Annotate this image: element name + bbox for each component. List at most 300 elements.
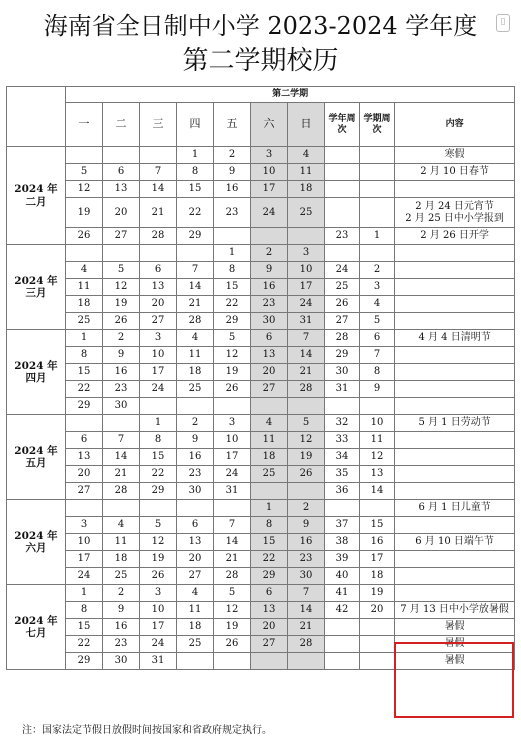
day-cell	[140, 500, 177, 517]
day-cell	[177, 500, 214, 517]
day-cell: 29	[177, 228, 214, 245]
day-cell: 18	[251, 449, 288, 466]
term-week-cell	[360, 245, 395, 262]
content-cell	[395, 279, 515, 296]
day-cell: 22	[66, 636, 103, 653]
calendar-week-row	[7, 415, 515, 432]
term-week-cell: 14	[360, 483, 395, 500]
day-cell: 2	[288, 500, 325, 517]
day-cell: 25	[103, 568, 140, 585]
year-week-cell: 25	[325, 279, 360, 296]
day-cell: 8	[66, 602, 103, 619]
content-cell: 暑假	[395, 619, 515, 636]
day-cell: 26	[103, 313, 140, 330]
year-week-cell	[325, 653, 360, 670]
month-label: 2024 年 二月	[7, 147, 66, 245]
day-cell: 28	[140, 228, 177, 245]
day-cell: 4	[251, 415, 288, 432]
content-cell	[395, 551, 515, 568]
day-cell: 11	[251, 432, 288, 449]
calendar-week-row	[7, 279, 515, 296]
year-week-cell: 24	[325, 262, 360, 279]
term-week-cell	[360, 500, 395, 517]
year-week-cell	[325, 619, 360, 636]
year-week-cell	[325, 164, 360, 181]
year-week-cell: 34	[325, 449, 360, 466]
day-cell: 13	[177, 534, 214, 551]
day-cell: 6	[103, 164, 140, 181]
calendar-week-row	[7, 228, 515, 245]
term-week-cell: 5	[360, 313, 395, 330]
day-cell: 5	[140, 517, 177, 534]
calendar-week-row	[7, 198, 515, 228]
content-header: 内容	[395, 103, 515, 147]
day-cell	[251, 398, 288, 415]
day-cell: 18	[288, 181, 325, 198]
day-cell: 22	[251, 551, 288, 568]
day-cell: 24	[214, 466, 251, 483]
term-week-cell: 2	[360, 262, 395, 279]
page-title-line1: 海南省全日制中小学 2023-2024 学年度	[43, 12, 478, 40]
day-cell: 11	[288, 164, 325, 181]
day-cell: 28	[288, 636, 325, 653]
year-week-cell: 23	[325, 228, 360, 245]
day-cell	[66, 415, 103, 432]
day-cell: 4	[66, 262, 103, 279]
day-cell: 6	[251, 585, 288, 602]
calendar-week-row	[7, 619, 515, 636]
calendar-week-row	[7, 147, 515, 164]
term-week-cell: 20	[360, 602, 395, 619]
day-cell: 16	[214, 181, 251, 198]
day-cell: 16	[103, 364, 140, 381]
term-week-cell: 10	[360, 415, 395, 432]
content-cell	[395, 347, 515, 364]
calendar-week-row	[7, 330, 515, 347]
content-cell	[395, 364, 515, 381]
weekday-header: 一	[66, 103, 103, 147]
day-cell: 13	[251, 347, 288, 364]
year-week-cell	[325, 147, 360, 164]
day-cell: 24	[251, 198, 288, 228]
term-week-cell: 3	[360, 279, 395, 296]
school-calendar-table	[6, 86, 515, 670]
day-cell: 24	[288, 296, 325, 313]
day-cell	[288, 483, 325, 500]
day-cell: 26	[288, 466, 325, 483]
term-week-cell: 6	[360, 330, 395, 347]
day-cell: 29	[66, 398, 103, 415]
day-cell: 23	[103, 636, 140, 653]
content-cell	[395, 466, 515, 483]
term-week-cell: 11	[360, 432, 395, 449]
content-cell: 7 月 13 日中小学放暑假	[395, 602, 515, 619]
day-cell: 28	[214, 568, 251, 585]
day-cell: 25	[66, 313, 103, 330]
day-cell: 22	[177, 198, 214, 228]
day-cell: 21	[140, 198, 177, 228]
corner-cell	[7, 87, 66, 147]
day-cell: 11	[177, 602, 214, 619]
content-cell: 寒假	[395, 147, 515, 164]
term-week-cell: 7	[360, 347, 395, 364]
day-cell: 11	[66, 279, 103, 296]
day-cell: 9	[288, 517, 325, 534]
day-cell: 17	[288, 279, 325, 296]
term-week-cell	[360, 198, 395, 228]
day-cell: 23	[103, 381, 140, 398]
calendar-week-row	[7, 398, 515, 415]
page-title-line2: 第二学期校历	[182, 46, 339, 76]
day-cell: 5	[66, 164, 103, 181]
day-cell: 21	[103, 466, 140, 483]
day-cell	[66, 245, 103, 262]
day-cell: 5	[288, 415, 325, 432]
content-cell: 2 月 10 日春节	[395, 164, 515, 181]
day-cell	[103, 245, 140, 262]
term-week-cell: 8	[360, 364, 395, 381]
term-week-cell: 12	[360, 449, 395, 466]
day-cell	[66, 500, 103, 517]
day-cell: 16	[288, 534, 325, 551]
day-cell: 9	[251, 262, 288, 279]
day-cell	[103, 147, 140, 164]
calendar-week-row	[7, 347, 515, 364]
day-cell: 9	[177, 432, 214, 449]
content-cell	[395, 313, 515, 330]
day-cell: 7	[140, 164, 177, 181]
day-cell: 7	[103, 432, 140, 449]
day-cell: 1	[214, 245, 251, 262]
day-cell: 19	[103, 296, 140, 313]
day-cell: 29	[66, 653, 103, 670]
term-week-cell: 13	[360, 466, 395, 483]
content-cell: 暑假	[395, 636, 515, 653]
day-cell: 2	[251, 245, 288, 262]
year-week-cell: 40	[325, 568, 360, 585]
day-cell: 26	[66, 228, 103, 245]
day-cell: 21	[288, 619, 325, 636]
day-cell: 10	[66, 534, 103, 551]
day-cell: 7	[288, 330, 325, 347]
day-cell: 6	[251, 330, 288, 347]
content-cell	[395, 262, 515, 279]
content-cell	[395, 296, 515, 313]
day-cell: 26	[214, 636, 251, 653]
year-week-cell: 33	[325, 432, 360, 449]
day-cell: 15	[140, 449, 177, 466]
day-cell: 9	[103, 602, 140, 619]
day-cell: 24	[140, 636, 177, 653]
calendar-week-row	[7, 483, 515, 500]
day-cell	[177, 398, 214, 415]
year-week-cell	[325, 198, 360, 228]
day-cell: 20	[140, 296, 177, 313]
content-cell	[395, 398, 515, 415]
day-cell: 3	[140, 330, 177, 347]
day-cell: 28	[177, 313, 214, 330]
day-cell: 22	[140, 466, 177, 483]
term-week-cell	[360, 181, 395, 198]
day-cell	[214, 228, 251, 245]
year-week-cell: 39	[325, 551, 360, 568]
day-cell: 8	[66, 347, 103, 364]
content-cell	[395, 483, 515, 500]
day-cell: 14	[103, 449, 140, 466]
day-cell: 12	[66, 181, 103, 198]
day-cell: 4	[177, 330, 214, 347]
day-cell: 4	[177, 585, 214, 602]
day-cell	[140, 147, 177, 164]
year-week-cell: 32	[325, 415, 360, 432]
year-week-cell: 42	[325, 602, 360, 619]
day-cell: 9	[214, 164, 251, 181]
year-week-cell: 38	[325, 534, 360, 551]
year-week-cell	[325, 636, 360, 653]
term-week-cell: 16	[360, 534, 395, 551]
day-cell: 30	[103, 653, 140, 670]
day-cell: 20	[251, 619, 288, 636]
day-cell: 2	[103, 330, 140, 347]
calendar-week-row	[7, 466, 515, 483]
day-cell: 18	[103, 551, 140, 568]
day-cell: 14	[288, 602, 325, 619]
day-cell: 26	[140, 568, 177, 585]
day-cell	[177, 653, 214, 670]
day-cell: 20	[177, 551, 214, 568]
content-cell: 4 月 4 日清明节	[395, 330, 515, 347]
term-week-cell	[360, 398, 395, 415]
year-week-cell: 27	[325, 313, 360, 330]
day-cell	[103, 500, 140, 517]
day-cell: 5	[214, 585, 251, 602]
term-week-cell: 1	[360, 228, 395, 245]
calendar-week-row	[7, 181, 515, 198]
day-cell: 16	[103, 619, 140, 636]
term-week-cell: 9	[360, 381, 395, 398]
day-cell	[214, 653, 251, 670]
calendar-week-row	[7, 432, 515, 449]
year-week-cell: 31	[325, 381, 360, 398]
day-cell: 13	[66, 449, 103, 466]
year-week-cell: 41	[325, 585, 360, 602]
day-cell: 16	[251, 279, 288, 296]
day-cell: 30	[288, 568, 325, 585]
day-cell: 31	[288, 313, 325, 330]
day-cell: 15	[66, 619, 103, 636]
day-cell: 8	[140, 432, 177, 449]
day-cell: 13	[140, 279, 177, 296]
month-label: 2024 年 三月	[7, 245, 66, 330]
year-week-cell: 30	[325, 364, 360, 381]
day-cell: 6	[66, 432, 103, 449]
day-cell: 11	[177, 347, 214, 364]
calendar-week-row	[7, 164, 515, 181]
day-cell: 10	[251, 164, 288, 181]
day-cell: 31	[214, 483, 251, 500]
day-cell: 30	[251, 313, 288, 330]
content-cell: 6 月 1 日儿童节	[395, 500, 515, 517]
weekday-header: 五	[214, 103, 251, 147]
content-cell: 5 月 1 日劳动节	[395, 415, 515, 432]
day-cell	[140, 245, 177, 262]
day-cell: 23	[251, 296, 288, 313]
day-cell: 20	[251, 364, 288, 381]
day-cell: 9	[103, 347, 140, 364]
day-cell: 25	[251, 466, 288, 483]
day-cell: 17	[140, 619, 177, 636]
calendar-week-row	[7, 500, 515, 517]
day-cell: 28	[288, 381, 325, 398]
content-cell: 2 月 26 日开学	[395, 228, 515, 245]
term-week-cell: 4	[360, 296, 395, 313]
content-cell	[395, 245, 515, 262]
year-week-cell: 36	[325, 483, 360, 500]
day-cell	[214, 500, 251, 517]
day-cell: 20	[103, 198, 140, 228]
day-cell: 23	[288, 551, 325, 568]
calendar-week-row	[7, 585, 515, 602]
term-week-header: 学期周次	[360, 103, 395, 147]
day-cell: 22	[214, 296, 251, 313]
day-cell: 22	[66, 381, 103, 398]
day-cell	[214, 398, 251, 415]
day-cell: 18	[66, 296, 103, 313]
calendar-week-row	[7, 381, 515, 398]
day-cell: 15	[214, 279, 251, 296]
day-cell: 21	[177, 296, 214, 313]
calendar-week-row	[7, 245, 515, 262]
day-cell: 24	[140, 381, 177, 398]
day-cell: 26	[214, 381, 251, 398]
day-cell: 15	[66, 364, 103, 381]
day-cell	[140, 398, 177, 415]
calendar-week-row	[7, 636, 515, 653]
year-week-cell: 28	[325, 330, 360, 347]
day-cell: 12	[140, 534, 177, 551]
month-label: 2024 年 四月	[7, 330, 66, 415]
term-week-cell	[360, 147, 395, 164]
day-cell: 19	[288, 449, 325, 466]
day-cell	[288, 653, 325, 670]
day-cell	[251, 483, 288, 500]
term-week-cell	[360, 619, 395, 636]
content-cell	[395, 181, 515, 198]
content-cell	[395, 517, 515, 534]
day-cell: 14	[288, 347, 325, 364]
day-cell: 7	[288, 585, 325, 602]
term-week-cell: 18	[360, 568, 395, 585]
day-cell: 12	[103, 279, 140, 296]
content-cell	[395, 585, 515, 602]
day-cell: 10	[140, 347, 177, 364]
weekday-header: 二	[103, 103, 140, 147]
day-cell: 12	[214, 602, 251, 619]
year-week-cell: 37	[325, 517, 360, 534]
content-cell: 6 月 10 日端午节	[395, 534, 515, 551]
day-cell: 27	[251, 381, 288, 398]
day-cell: 23	[214, 198, 251, 228]
document-icon[interactable]: ▯	[496, 14, 510, 32]
year-week-cell: 26	[325, 296, 360, 313]
calendar-week-row	[7, 551, 515, 568]
day-cell: 27	[251, 636, 288, 653]
year-week-cell	[325, 181, 360, 198]
year-week-cell	[325, 500, 360, 517]
day-cell: 12	[288, 432, 325, 449]
day-cell: 4	[288, 147, 325, 164]
weekday-header: 六	[251, 103, 288, 147]
day-cell: 13	[103, 181, 140, 198]
day-cell	[103, 415, 140, 432]
calendar-week-row	[7, 449, 515, 466]
day-cell	[177, 245, 214, 262]
day-cell: 19	[140, 551, 177, 568]
content-cell	[395, 449, 515, 466]
day-cell: 23	[177, 466, 214, 483]
day-cell: 20	[66, 466, 103, 483]
day-cell: 13	[251, 602, 288, 619]
day-cell: 10	[288, 262, 325, 279]
calendar-week-row	[7, 517, 515, 534]
day-cell: 14	[140, 181, 177, 198]
day-cell: 8	[177, 164, 214, 181]
weekday-header: 四	[177, 103, 214, 147]
day-cell: 28	[103, 483, 140, 500]
day-cell: 10	[140, 602, 177, 619]
day-cell: 12	[214, 347, 251, 364]
day-cell: 8	[251, 517, 288, 534]
day-cell: 1	[66, 585, 103, 602]
day-cell	[288, 228, 325, 245]
day-cell: 27	[103, 228, 140, 245]
day-cell: 29	[140, 483, 177, 500]
day-cell: 3	[251, 147, 288, 164]
day-cell: 15	[251, 534, 288, 551]
year-week-cell: 35	[325, 466, 360, 483]
year-week-header: 学年周次	[325, 103, 360, 147]
day-cell: 6	[177, 517, 214, 534]
day-cell: 4	[103, 517, 140, 534]
day-cell: 25	[177, 381, 214, 398]
day-cell: 2	[214, 147, 251, 164]
year-week-cell	[325, 398, 360, 415]
day-cell: 3	[140, 585, 177, 602]
term-week-cell	[360, 653, 395, 670]
day-cell	[66, 147, 103, 164]
day-cell	[288, 398, 325, 415]
day-cell: 1	[177, 147, 214, 164]
day-cell: 14	[214, 534, 251, 551]
day-cell: 7	[177, 262, 214, 279]
day-cell: 21	[214, 551, 251, 568]
weekday-header: 三	[140, 103, 177, 147]
day-cell: 2	[177, 415, 214, 432]
day-cell: 27	[66, 483, 103, 500]
month-label: 2024 年 六月	[7, 500, 66, 585]
day-cell: 6	[140, 262, 177, 279]
month-label: 2024 年 七月	[7, 585, 66, 670]
content-cell	[395, 568, 515, 585]
term-week-cell: 17	[360, 551, 395, 568]
content-cell	[395, 432, 515, 449]
day-cell: 25	[177, 636, 214, 653]
day-cell: 19	[66, 198, 103, 228]
content-cell: 暑假	[395, 653, 515, 670]
day-cell: 30	[103, 398, 140, 415]
day-cell: 10	[214, 432, 251, 449]
calendar-week-row	[7, 653, 515, 670]
